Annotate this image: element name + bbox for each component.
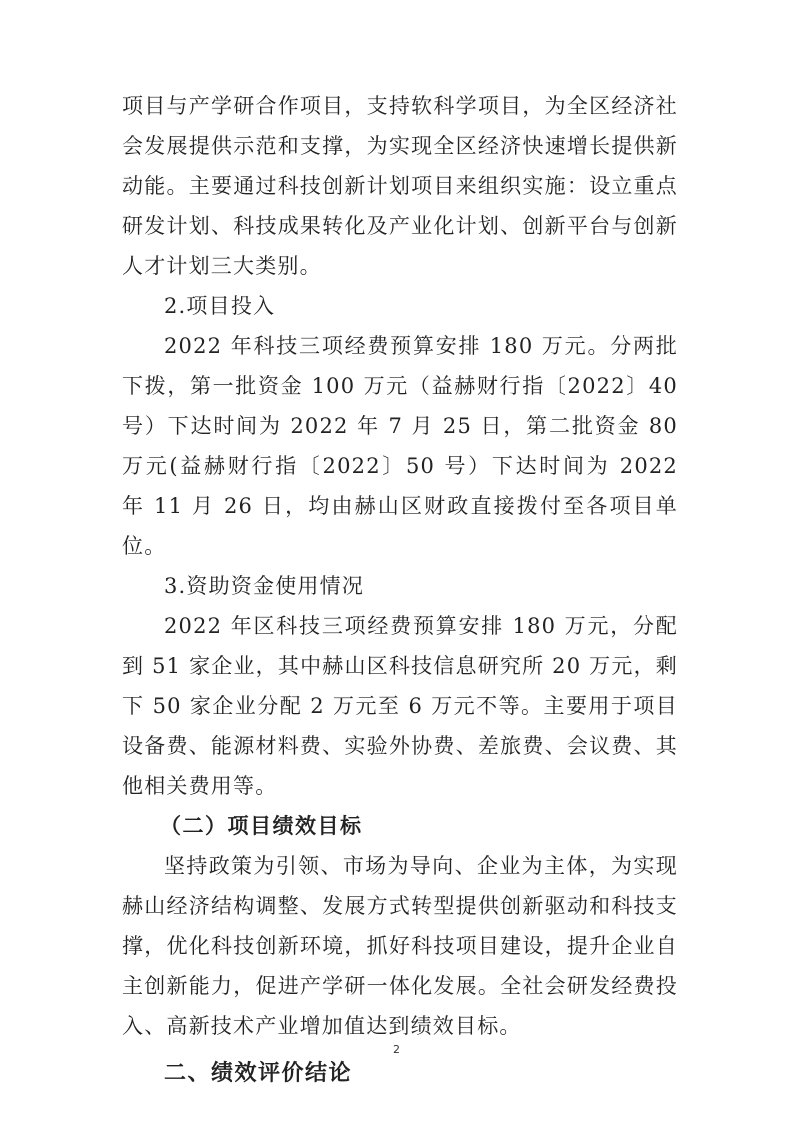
subheading-fund-usage: 3.资助资金使用情况	[164, 574, 365, 598]
paragraph-fund-usage: 2022 年区科技三项经费预算安排 180 万元，分配到 51 家企业，其中赫山区科技信息研究所 20 万元，剩下 50 家企业分配 2 万元至 6 万元不等。主要用于项目设备费、能源材料费、实验外协费、差旅费、会议费、其他相关费用等。	[122, 614, 678, 798]
document-body	[122, 86, 678, 1094]
paragraph-project-description: 项目与产学研合作项目，支持软科学项目，为全区经济社会发展提供示范和支撑，为实现全区经济快速增长提供新动能。主要通过科技创新计划项目来组织实施：设立重点研发计划、科技成果转化及产业化计划、创新平台与创新人才计划三大类别。	[122, 94, 678, 278]
subheading-project-input: 2.项目投入	[164, 294, 276, 318]
chapter-heading-evaluation-conclusion: 二、绩效评价结论	[164, 1061, 353, 1086]
page-number: 2	[393, 1043, 400, 1056]
section-heading-performance-goals: （二）项目绩效目标	[160, 814, 363, 838]
paragraph-performance-goals: 坚持政策为引领、市场为导向、企业为主体，为实现赫山经济结构调整、发展方式转型提供创新驱动和科技支撑，优化科技创新环境，抓好科技项目建设，提升企业自主创新能力，促进产学研一体化发展。全社会研发经费投入、高新技术产业增加值达到绩效目标。	[122, 854, 678, 1038]
paragraph-project-input: 2022 年科技三项经费预算安排 180 万元。分两批下拨，第一批资金 100 万元（益赫财行指〔2022〕40 号）下达时间为 2022 年 7 月 25 日，第二批资金 80 万元(益赫财行指〔2022〕50 号）下达时间为 2022 年 11 月 26 日，均由赫山区财政直接拨付至各项目单位。	[122, 334, 678, 558]
